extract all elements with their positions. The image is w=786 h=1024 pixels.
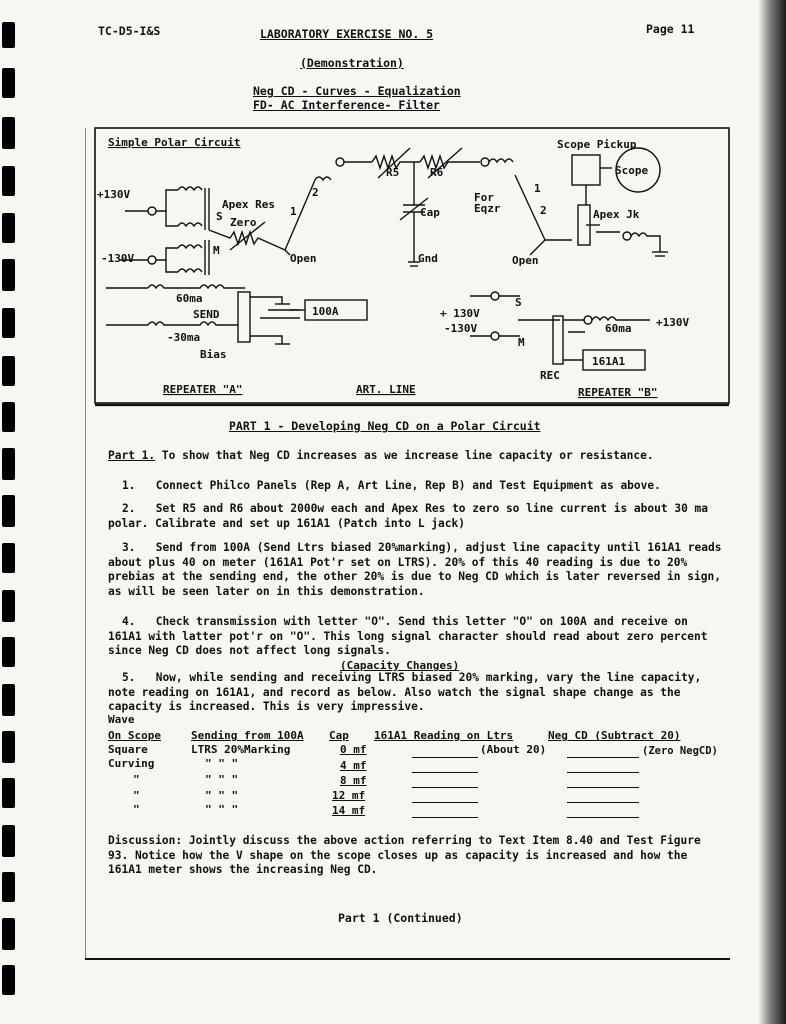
- binder-mark: [2, 825, 15, 857]
- b-minus130-label: -130V: [444, 322, 478, 335]
- step-text: Now, while sending and receiving LTRS biased 20% marking, vary the line capacity, note reading on 161A1, and record as below. Also watch the signal shape change as the capacity is increased. This is very impressive.: [108, 671, 702, 713]
- zero-label: Zero: [230, 216, 257, 229]
- topic-line-2: FD- AC Interference- Filter: [253, 98, 440, 112]
- row-sending: " " ": [205, 789, 239, 802]
- binder-mark: [2, 495, 15, 527]
- step-1: [108, 479, 723, 494]
- discussion-label: Discussion:: [108, 834, 183, 847]
- negcd-blank: [567, 802, 639, 803]
- b-right130-label: +130V: [656, 316, 690, 329]
- step-4: [108, 615, 723, 659]
- r5-label: R5: [386, 166, 400, 179]
- cap-label: Cap: [420, 206, 440, 219]
- step-number: 2.: [122, 502, 136, 515]
- reading-blank: [412, 787, 478, 788]
- step-text: Connect Philco Panels (Rep A, Art Line, Rep B) and Test Equipment as above.: [155, 479, 661, 492]
- diagram-title: Simple Polar Circuit: [108, 136, 241, 149]
- binder-mark: [2, 918, 15, 950]
- r6-label: R6: [430, 166, 444, 179]
- doc-code: TC-D5-I&S: [98, 24, 161, 38]
- wave-header: Wave: [108, 713, 135, 726]
- row-sending: " " ": [205, 757, 239, 770]
- step-number: 5.: [122, 671, 136, 684]
- s-label: S: [216, 210, 223, 223]
- reading-blank: [412, 757, 478, 758]
- binder-mark: [2, 872, 15, 902]
- negcd-blank: [567, 787, 639, 788]
- art-line-label: ART. LINE: [356, 383, 416, 396]
- row-scope: ": [133, 803, 140, 816]
- b-s-label: S: [515, 296, 522, 309]
- send-label: SEND: [193, 308, 220, 321]
- ma60-right-label: 60ma: [605, 322, 632, 335]
- row-cap: 12 mf: [332, 789, 366, 802]
- topic-line-1: Neg CD - Curves - Equalization: [253, 84, 461, 98]
- row-scope: Curving: [108, 757, 155, 770]
- step-text: Send from 100A (Send Ltrs biased 20%marking), adjust line capacity until 161A1 reads about plus 40 on meter (161A1 Pot'r set on LTRS). 20% of this 40 reading is due to 20% prebias at the sending end, the other 20% is due to Neg CD which is later reversed in sign, as will be seen later on in this demonstration.: [108, 541, 722, 598]
- for-label: For: [474, 191, 494, 204]
- col-cap: Cap: [329, 729, 349, 742]
- row-scope: ": [133, 773, 140, 786]
- apex-res-label: Apex Res: [222, 198, 275, 211]
- subtitle: (Demonstration): [300, 56, 404, 70]
- switch-left-2: 2: [312, 186, 319, 199]
- step-number: 3.: [122, 541, 136, 554]
- reading-blank: [412, 802, 478, 803]
- row-cap: 4 mf: [340, 759, 367, 772]
- binder-mark: [2, 448, 15, 480]
- negcd-blank: [567, 772, 639, 773]
- about20-note: (About 20): [480, 743, 547, 756]
- plus130-label: +130V: [97, 188, 131, 201]
- scope-label: Scope: [615, 164, 649, 177]
- repeater-a-label: REPEATER "A": [163, 383, 243, 396]
- intro-paragraph: [108, 449, 723, 464]
- box-100a-label: 100A: [312, 305, 339, 318]
- binder-mark: [2, 590, 15, 622]
- open-left-label: Open: [290, 252, 317, 265]
- repeater-b-label: REPEATER "B": [578, 386, 658, 399]
- eqzr-label: Eqzr: [474, 202, 501, 215]
- row-sending: " " ": [205, 803, 239, 816]
- row-scope: Square: [108, 743, 148, 756]
- row-scope: ": [133, 789, 140, 802]
- discussion-text: Jointly discuss the above action referring to Text Item 8.40 and Test Figure 93. Notice how the V shape on the scope closes up as capacity is increased and how the 161A1 meter shows the increasing Neg CD.: [108, 834, 701, 876]
- binder-mark: [2, 731, 15, 763]
- binder-mark: [2, 778, 15, 808]
- ma60-left-label: 60ma: [176, 292, 203, 305]
- open-right-label: Open: [512, 254, 539, 267]
- col-on-scope: On Scope: [108, 729, 161, 742]
- apex-jk-label: Apex Jk: [593, 208, 640, 221]
- switch-right-1: 1: [534, 182, 541, 195]
- step-3: [108, 541, 723, 599]
- row-sending: " " ": [205, 773, 239, 786]
- gnd-label: Gnd: [418, 252, 438, 265]
- b-plus130-label: + 130V: [440, 307, 480, 320]
- circuit-diagram: [0, 0, 786, 410]
- footer-continued: Part 1 (Continued): [338, 911, 463, 925]
- row-sending: LTRS 20%Marking: [191, 743, 291, 756]
- negcd-blank: [567, 757, 639, 758]
- step-2: [108, 502, 723, 531]
- row-cap: 14 mf: [332, 804, 366, 817]
- binder-mark: [2, 684, 15, 716]
- switch-left-1: 1: [290, 205, 297, 218]
- reading-blank: [412, 817, 478, 818]
- b-m-label: M: [518, 336, 525, 349]
- ma30-label: -30ma: [167, 331, 201, 344]
- page-title: LABORATORY EXERCISE NO. 5: [260, 27, 434, 41]
- zero-negcd-note: (Zero NegCD): [642, 745, 718, 757]
- step-text: Set R5 and R6 about 2000w each and Apex Res to zero so line current is about 30 ma polar. Calibrate and set up 161A1 (Patch into L jack): [108, 502, 709, 530]
- row-cap: 0 mf: [340, 743, 367, 756]
- step-5: [108, 671, 723, 715]
- intro-label: Part 1.: [108, 449, 156, 462]
- binder-mark: [2, 965, 15, 995]
- col-sending: Sending from 100A: [191, 729, 304, 742]
- binder-mark: [2, 637, 15, 667]
- rec-label: REC: [540, 369, 560, 382]
- capacity-changes-label: (Capacity Changes): [340, 659, 460, 672]
- scope-pickup-label: Scope Pickup: [557, 138, 637, 151]
- minus130-label: -130V: [101, 252, 135, 265]
- step-number: 1.: [122, 479, 136, 492]
- switch-right-2: 2: [540, 204, 547, 217]
- negcd-blank: [567, 817, 639, 818]
- m-label: M: [213, 244, 220, 257]
- box-161-label: 161A1: [592, 355, 626, 368]
- col-reading: 161A1 Reading on Ltrs: [374, 729, 514, 742]
- step-text: Check transmission with letter "O". Send this letter "O" on 100A and receive on 161A1 with latter pot'r on "O". This long signal character should read about zero percent since Neg CD does not affect long signals.: [108, 615, 708, 657]
- page-number: Page 11: [646, 22, 695, 36]
- intro-text: To show that Neg CD increases as we increase line capacity or resistance.: [155, 449, 654, 462]
- bias-label: Bias: [200, 348, 227, 361]
- binder-mark: [2, 543, 15, 573]
- bottom-rule: [85, 958, 730, 960]
- row-cap: 8 mf: [340, 774, 367, 787]
- part-heading: PART 1 - Developing Neg CD on a Polar Circuit: [229, 419, 541, 433]
- discussion-paragraph: [108, 834, 708, 878]
- reading-blank: [412, 772, 478, 773]
- left-margin-rule: [85, 128, 86, 958]
- step-number: 4.: [122, 615, 136, 628]
- col-negcd: Neg CD (Subtract 20): [548, 729, 681, 742]
